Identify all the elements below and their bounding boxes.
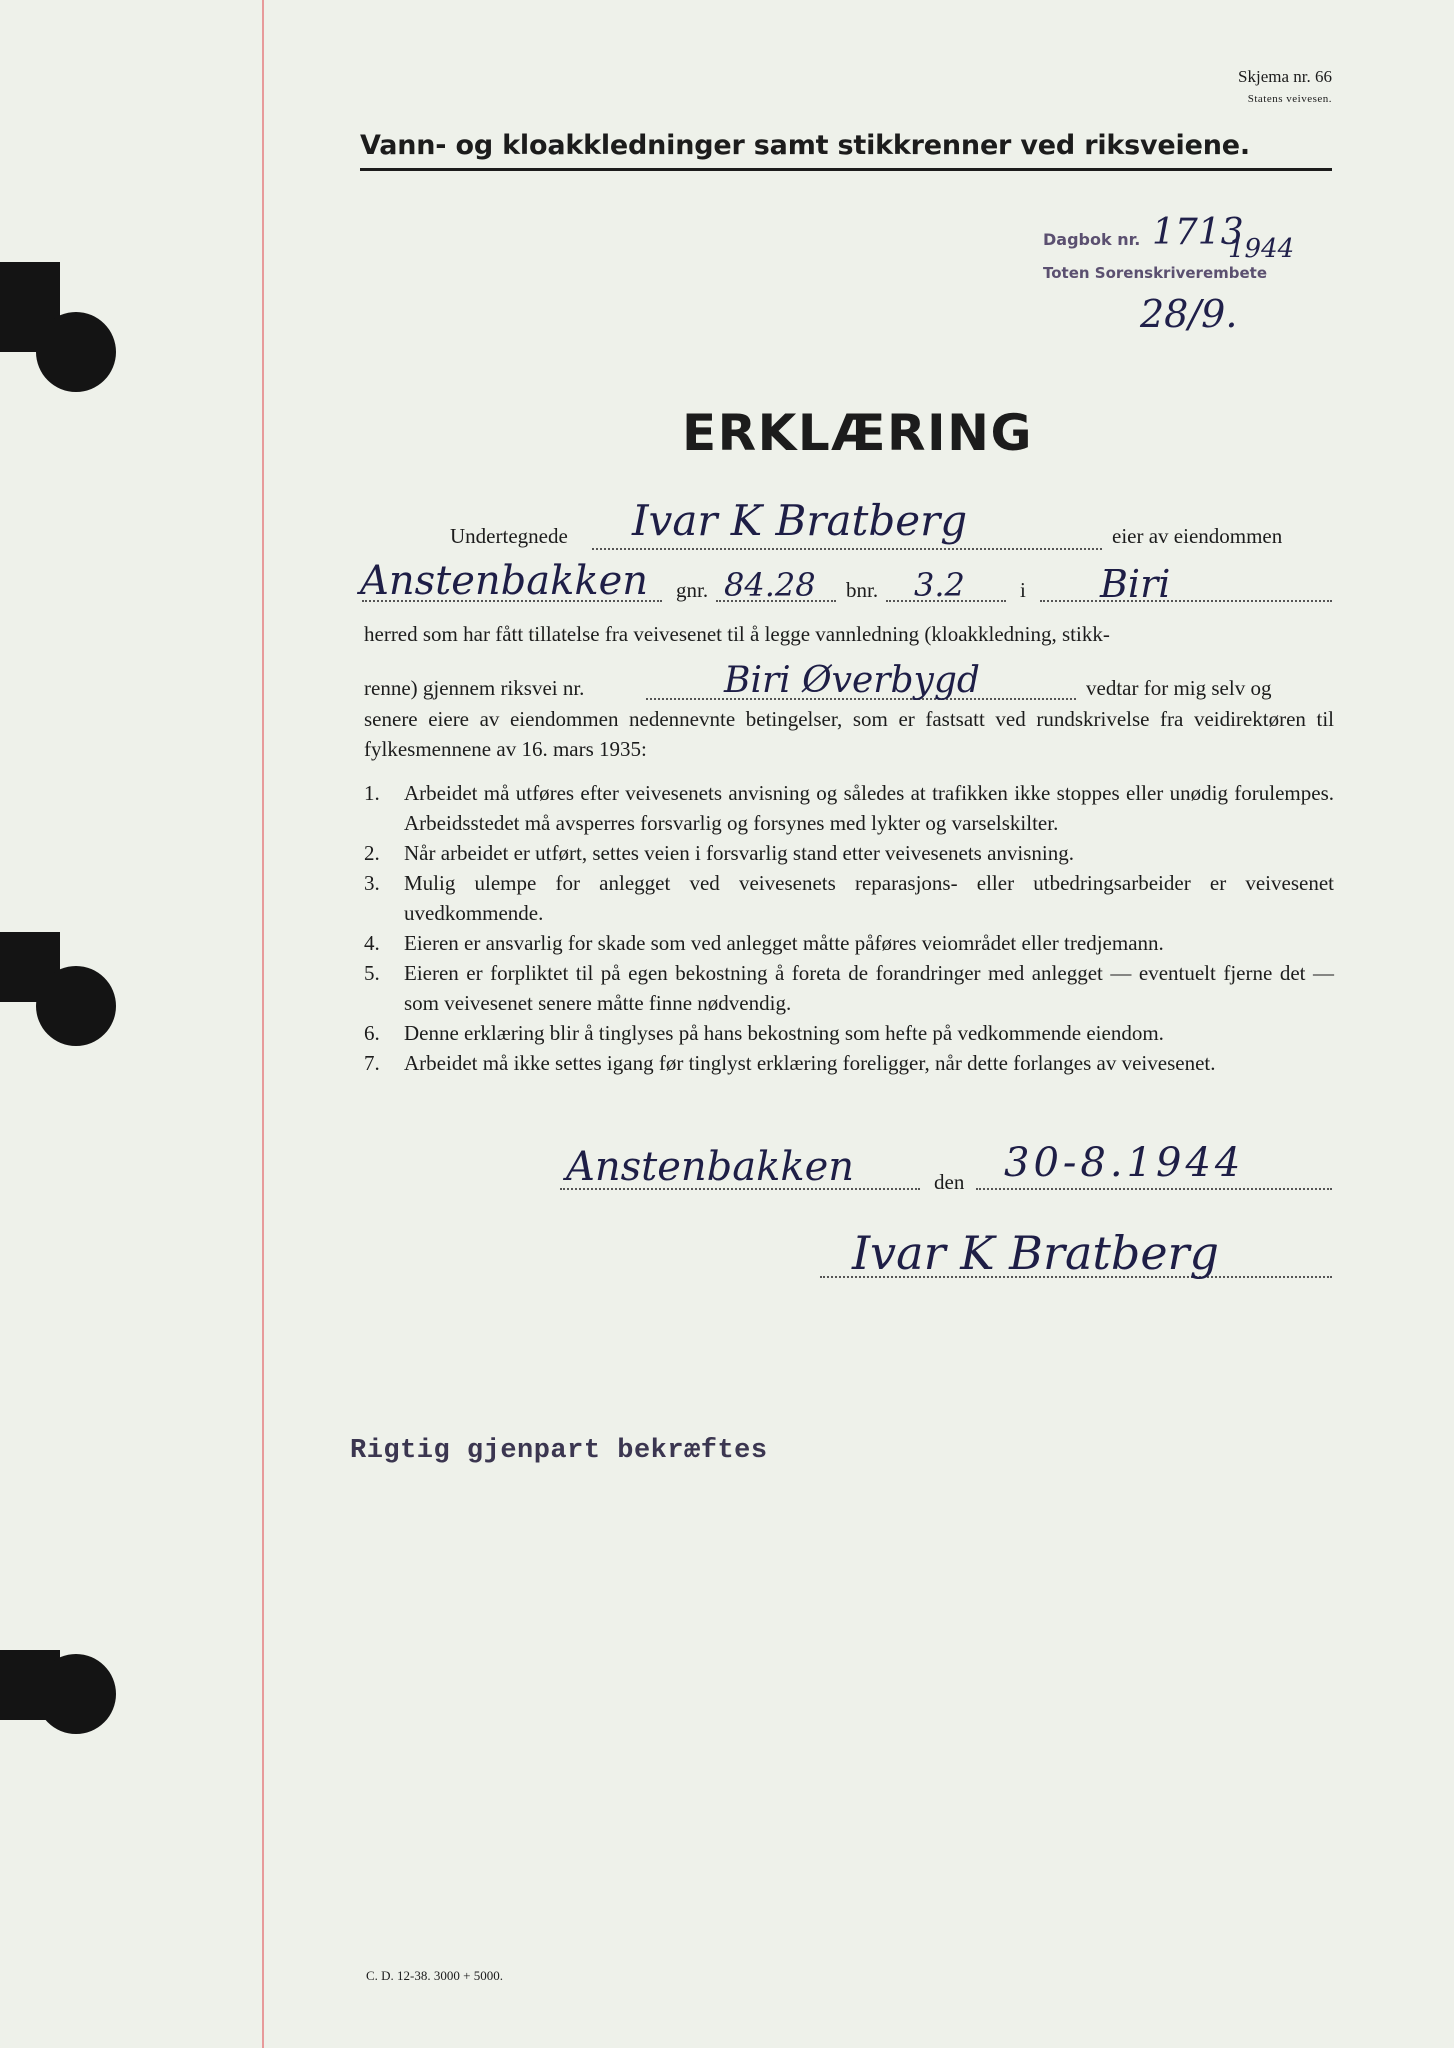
condition-text: Arbeidet må ikke settes igang før tinglyst erklæring foreligger, når dette forlanges av veivesenet. — [404, 1051, 1216, 1075]
condition-text: Mulig ulempe for anlegget ved veivesenets reparasjons- eller utbedringsarbeider er veivesenet uvedkommende. — [404, 871, 1334, 925]
condition-number: 2. — [364, 841, 380, 865]
red-margin-line — [262, 0, 264, 2048]
agency-name: Statens veivesen. — [1247, 93, 1332, 105]
gnr-value: 84.28 — [724, 566, 816, 604]
punch-hole — [36, 312, 116, 392]
owners-text: senere eiere av eiendommen nedennevnte betingelser, som er fastsatt ved rundskrivelse fra veidirektøren til fylkesmennene av 16. mars 1935: — [364, 707, 1334, 761]
owner-text: eier av eiendommen — [1112, 524, 1283, 548]
schema-number: Skjema nr. 66 — [1238, 67, 1332, 86]
received-date: 28/9. — [1140, 292, 1238, 336]
condition-number: 3. — [364, 871, 380, 895]
condition-item — [364, 778, 1334, 838]
property-name: Anstenbakken — [360, 558, 649, 604]
undersigned-label: Undertegnede — [450, 524, 568, 548]
punch-hole — [36, 1654, 116, 1734]
title-underline — [360, 168, 1332, 171]
signing-date: 30-8.1944 — [1004, 1140, 1245, 1186]
document-heading: ERKLÆRING — [682, 404, 1033, 462]
condition-number: 4. — [364, 931, 380, 955]
road-prefix: renne) gjennem riksvei nr. — [364, 676, 585, 700]
condition-number: 1. — [364, 781, 380, 805]
condition-item — [364, 868, 1334, 928]
condition-item — [364, 1018, 1334, 1048]
den-label: den — [934, 1170, 965, 1194]
fill-line — [592, 548, 1102, 550]
condition-item — [364, 958, 1334, 1018]
fill-line — [976, 1188, 1332, 1190]
permission-text: herred som har fått tillatelse fra veivesenet til å legge vannledning (kloakkledning, stikk- — [364, 622, 1110, 646]
condition-text: Når arbeidet er utført, settes veien i forsvarlig stand etter veivesenets anvisning. — [404, 841, 1075, 865]
road-suffix: vedtar for mig selv og — [1086, 676, 1272, 700]
dagbok-stamp-label: Dagbok nr. — [1043, 230, 1141, 249]
condition-item — [364, 1048, 1334, 1078]
condition-text: Arbeidet må utføres efter veivesenets anvisning og således at trafikken ikke stoppes eller unødig forulempes. Arbeidsstedet må avsperres forsvarlig og forsynes med lykter og varselskilter. — [404, 781, 1334, 835]
bnr-label: bnr. — [846, 578, 879, 602]
condition-text: Denne erklæring blir å tinglyses på hans bekostning som hefte på vedkommende eiendom. — [404, 1021, 1164, 1045]
in-label: i — [1020, 578, 1026, 602]
condition-item — [364, 928, 1334, 958]
gnr-label: gnr. — [676, 578, 709, 602]
undersigned-name: Ivar K Bratberg — [632, 496, 968, 545]
condition-number: 6. — [364, 1021, 380, 1045]
punch-hole — [36, 966, 116, 1046]
condition-item — [364, 838, 1334, 868]
dagbok-number: 1713 — [1152, 212, 1244, 253]
dagbok-year: 1944 — [1228, 234, 1295, 264]
certified-copy-stamp: Rigtig gjenpart bekræftes — [350, 1436, 768, 1466]
condition-text: Eieren er forpliktet til på egen bekostning å foreta de forandringer med anlegget — eventuelt fjerne det — som veivesenet senere måtte finne nødvendig. — [404, 961, 1334, 1015]
condition-number: 7. — [364, 1051, 380, 1075]
condition-number: 5. — [364, 961, 380, 985]
fill-line — [1040, 600, 1332, 602]
signing-place: Anstenbakken — [566, 1144, 855, 1190]
form-reference — [1238, 66, 1332, 110]
form-title: Vann- og kloakkledninger samt stikkrenner ved riksveiene. — [360, 130, 1250, 161]
conditions-list — [364, 778, 1334, 1078]
municipality: Biri — [1100, 562, 1171, 606]
print-footer: C. D. 12-38. 3000 + 5000. — [366, 1968, 503, 1983]
registry-office-stamp: Toten Sorenskriverembete — [1043, 264, 1267, 282]
road-value: Biri Øverbygd — [724, 660, 980, 701]
signature: Ivar K Bratberg — [852, 1226, 1219, 1280]
bnr-value: 3.2 — [914, 566, 965, 604]
condition-text: Eieren er ansvarlig for skade som ved anlegget måtte påføres veiområdet eller tredjemann. — [404, 931, 1164, 955]
